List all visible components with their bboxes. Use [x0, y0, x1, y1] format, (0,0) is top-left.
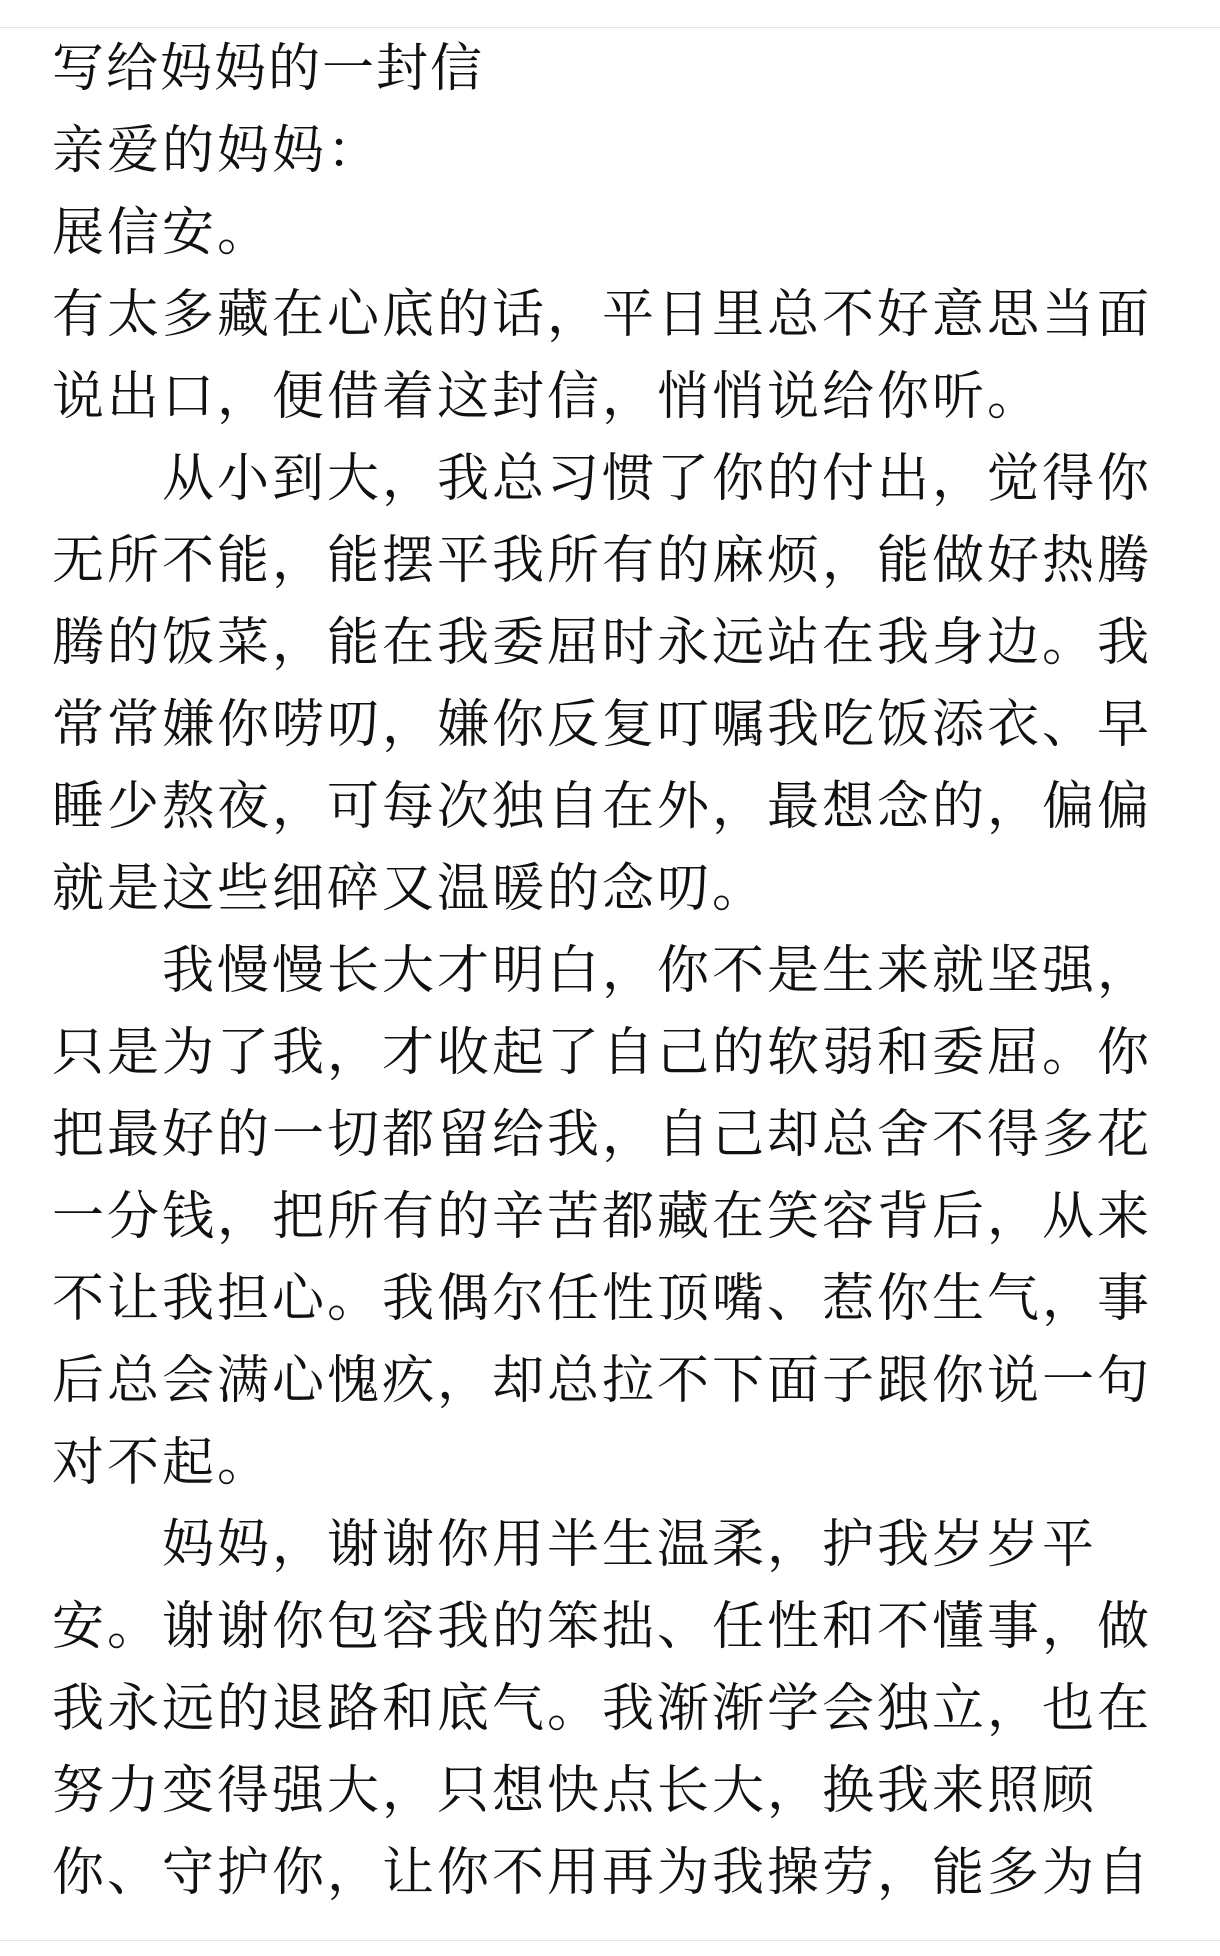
text-line: 说出口，便借着这封信，悄悄说给你听。 [52, 367, 1043, 427]
text-line: 只是为了我，才收起了自己的软弱和委屈。你 [52, 1023, 1153, 1083]
opening-line: 展信安。 [52, 203, 273, 263]
greeting-line: 亲爱的妈妈： [52, 121, 383, 181]
text-line: 不让我担心。我偶尔任性顶嘴、惹你生气，事 [52, 1269, 1153, 1329]
bottom-divider [0, 1940, 1220, 1941]
text-line: 你、守护你，让你不用再为我操劳，能多为自 [52, 1843, 1153, 1903]
letter-body [52, 28, 1168, 1914]
text-line: 后总会满心愧疚，却总拉不下面子跟你说一句 [52, 1351, 1153, 1411]
paragraph-start-line: 妈妈，谢谢你用半生温柔，护我岁岁平 [162, 1515, 1098, 1575]
paragraph-start-line: 我慢慢长大才明白，你不是生来就坚强， [162, 941, 1153, 1001]
text-line: 一分钱，把所有的辛苦都藏在笑容背后，从来 [52, 1187, 1153, 1247]
text-line: 无所不能，能摆平我所有的麻烦，能做好热腾 [52, 531, 1153, 591]
text-line: 有太多藏在心底的话，平日里总不好意思当面 [52, 285, 1153, 345]
text-line: 安。谢谢你包容我的笨拙、任性和不懂事，做 [52, 1597, 1153, 1657]
text-line: 睡少熬夜，可每次独自在外，最想念的，偏偏 [52, 777, 1153, 837]
letter-title: 写给妈妈的一封信 [52, 39, 485, 99]
text-line: 常常嫌你唠叨，嫌你反复叮嘱我吃饭添衣、早 [52, 695, 1153, 755]
text-line: 我永远的退路和底气。我渐渐学会独立，也在 [52, 1679, 1153, 1739]
text-line: 就是这些细碎又温暖的念叨。 [52, 859, 768, 919]
text-line: 腾的饭菜，能在我委屈时永远站在我身边。我 [52, 613, 1153, 673]
text-line: 对不起。 [52, 1433, 273, 1493]
text-line: 把最好的一切都留给我，自己却总舍不得多花 [52, 1105, 1153, 1165]
paragraph-start-line: 从小到大，我总习惯了你的付出，觉得你 [162, 449, 1153, 509]
text-line: 努力变得强大，只想快点长大，换我来照顾 [52, 1761, 1098, 1821]
